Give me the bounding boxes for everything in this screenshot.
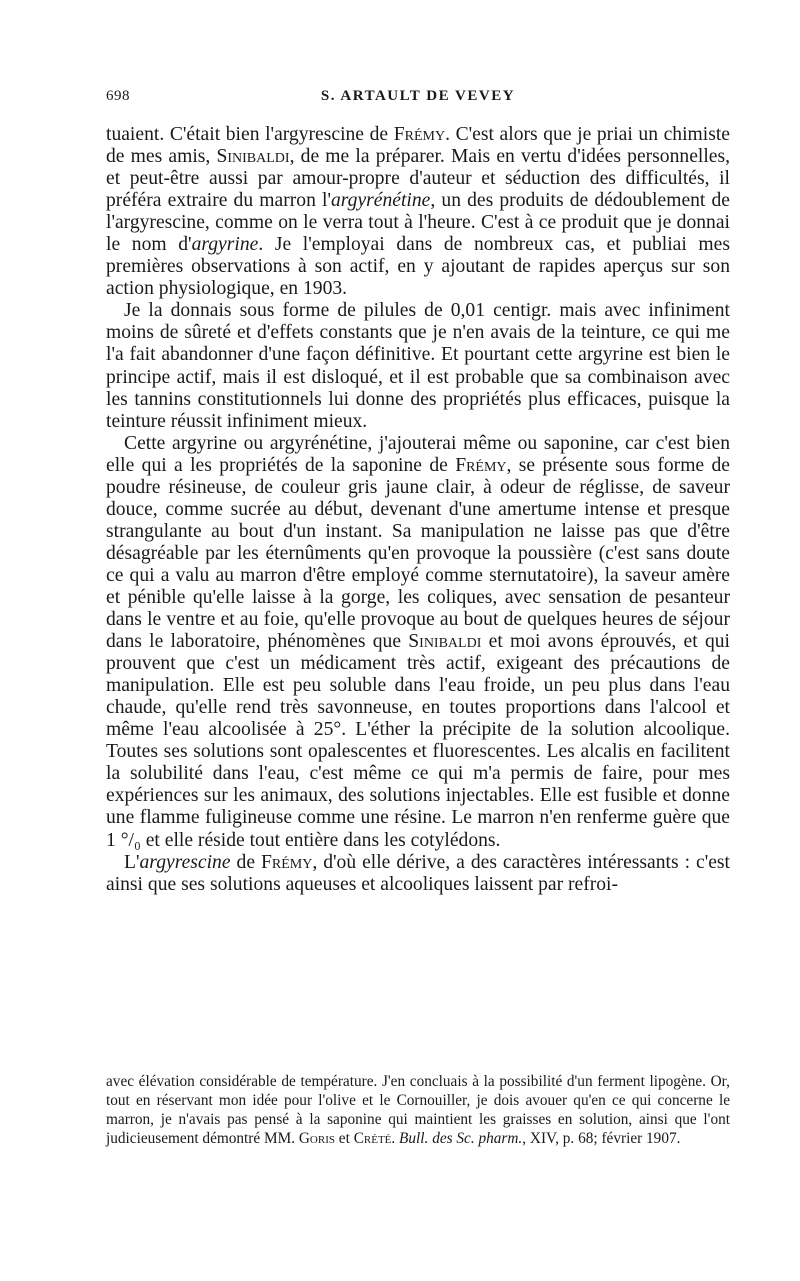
footnote <box>106 1072 730 1148</box>
italic-term: argyrénétine <box>330 190 431 212</box>
italic-term: argyrine <box>191 234 259 256</box>
text-run: . C'est alors que je priai un chimiste de mes amis, <box>106 124 730 168</box>
text-run: , de me la préparer. Mais en vertu d'idées personnelles, et peut-être aussi par amour-propre d'auteur et séduction des difficultés, il préféra extraire du marron l' <box>106 146 730 212</box>
text-run: . <box>391 1130 400 1147</box>
author-name: Crété <box>353 1130 392 1147</box>
text-run: avec élévation considérable de température. J'en concluais à la possibilité d'un ferment lipogène. Or, tout en réservant mon idée pour l'olive et le Cornouiller, je dois avouer qu'en ce qui concerne le marron, je n'avais pas pensé à la saponine qui maintient les graisses en solution, ainsi que l'ont judicieusement démontré MM. <box>106 1073 730 1147</box>
text-run: , XIV, p. 68; février 1907. <box>522 1130 681 1147</box>
paragraph-3 <box>106 433 730 852</box>
paragraph-2: Je la donnais sous forme de pilules de 0,01 centigr. mais avec infiniment moins de sûreté et d'effets constants que je n'en avais de la teinture, ce qui me l'a fait abandonner d'une façon définitive. Et pourtant cette argyrine est bien le principe actif, mais il est disloqué, et il est probable que sa combinaison avec les tannins constitutionnels lui donne des propriétés plus efficaces, puisque la teinture réussit infiniment mieux. <box>106 300 730 432</box>
text-run: . Je l'employai dans de nombreux cas, et publiai mes premières observations à son actif, en y ajoutant de rapides aperçus sur son action physiologique, en 1903. <box>106 234 730 300</box>
journal-title: Bull. des Sc. pharm. <box>399 1130 523 1147</box>
running-title: S. ARTAULT DE VEVEY <box>320 88 516 104</box>
paragraph-4 <box>106 852 730 896</box>
author-name: Frémy <box>393 124 446 145</box>
text-run: et <box>334 1130 354 1147</box>
text-run: L' <box>124 851 140 873</box>
text-run: et moi avons éprouvés, et qui prouvent que c'est un médicament très actif, exigeant des précautions de manipulation. Elle est peu soluble dans l'eau froide, un peu plus dans l'eau chaude, qu'elle rend très savonneuse, en toutes proportions dans l'alcool et même l'eau alcoolisée à 25°. L'éther la précipite de la solution alcoolique. Toutes ses solutions sont opalescentes et fluorescentes. Les alcalis en facilitent la solubilité dans l'eau, c'est même ce qui m'a permis de faire, pour mes expériences sur les animaux, des solutions injectables. Elle est fusible et donne une flamme fuligineuse comme une résine. Le marron n'en renferme guère que 1 °/₀ et elle réside tout entière dans les cotylédons. <box>106 631 730 851</box>
text-run: tuaient. C'était bien l'argyrescine de <box>106 124 394 145</box>
author-name: Sinibaldi <box>216 146 290 168</box>
footnote-text <box>106 1072 730 1148</box>
text-run: , se présente sous forme de poudre résineuse, de couleur gris jaune clair, à odeur de réglisse, de saveur douce, comme sucrée au début, devenant d'une amertume intense et presque strangulante au bout d'un instant. Sa manipulation ne laisse pas que d'être désagréable par les éternûments qu'en provoque la poussière (c'est sans doute ce qui a valu au marron d'être employé comme sternutatoire), la saveur amère et pénible qu'elle laisse à la gorge, les coliques, avec sensation de pesanteur dans le ventre et au foie, qu'elle provoque au bout de quelques heures de séjour dans le laboratoire, phénomènes que <box>106 454 730 653</box>
text-run: , un des produits de dédoublement de l'argyrescine, comme on le verra tout à l'heure. C'est à ce produit que je donnai le nom d' <box>106 190 731 256</box>
author-name: Sinibaldi <box>408 631 482 653</box>
text-run: de <box>230 851 261 873</box>
author-name: Frémy <box>260 851 313 873</box>
italic-term: argyrescine <box>139 851 231 873</box>
page-number: 698 <box>106 88 130 104</box>
text-run: Cette argyrine ou argyrénétine, j'ajouterai même ou saponine, car c'est bien elle qui a les propriétés de la saponine de <box>106 432 730 476</box>
page-header <box>106 88 730 114</box>
text-run: , d'où elle dérive, a des caractères intéressants : c'est ainsi que ses solutions aqueuses et alcooliques laissent par refroi- <box>106 851 730 895</box>
body-text <box>106 124 730 896</box>
paragraph-1 <box>106 124 730 300</box>
author-name: Frémy <box>455 454 507 476</box>
author-name: Goris <box>298 1130 335 1147</box>
